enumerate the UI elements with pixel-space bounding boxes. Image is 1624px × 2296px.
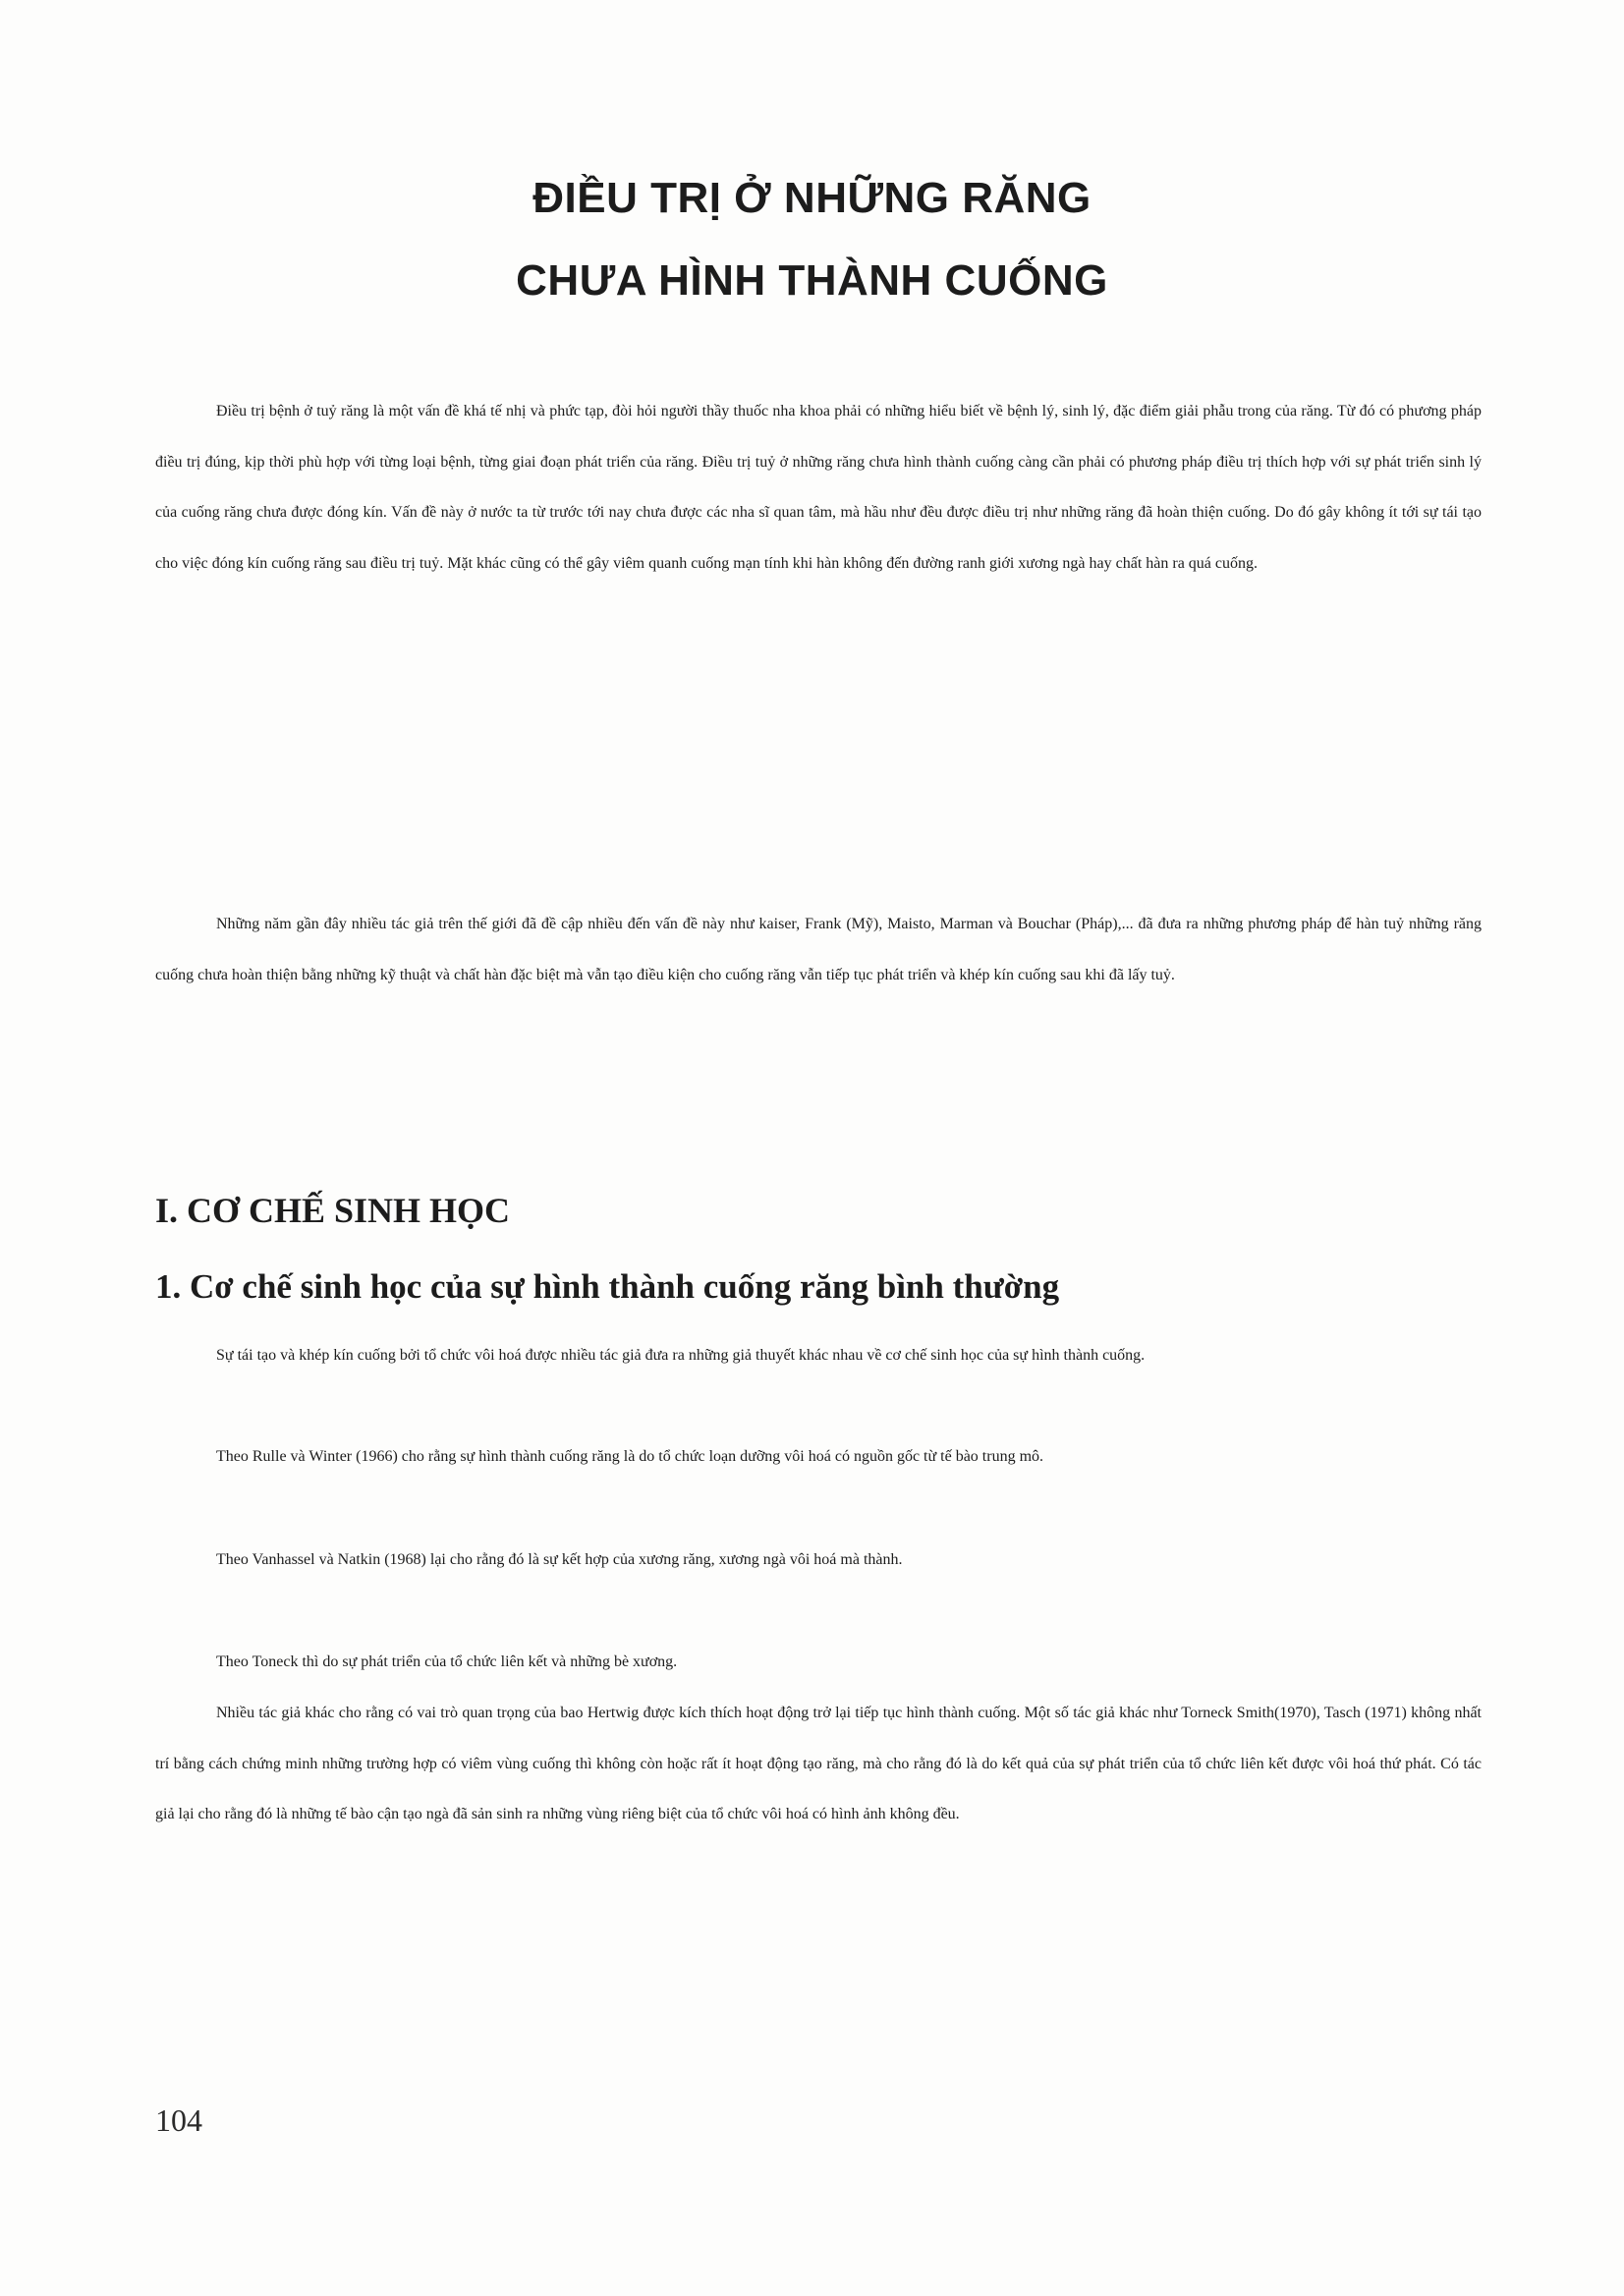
section-paragraph-2: Theo Rulle và Winter (1966) cho rằng sự hình thành cuống răng là do tổ chức loạn dưỡng vôi hoá có nguồn gốc từ tế bào trung mô. [216,1448,1044,1465]
section-heading: I. CƠ CHẾ SINH HỌC [155,1191,511,1230]
section-paragraph-1: Sự tái tạo và khép kín cuống bởi tổ chức vôi hoá được nhiều tác giả đưa ra những giả thuyết khác nhau về cơ chế sinh học của sự hình thành cuống. [216,1347,1146,1364]
section-paragraph-4: Theo Toneck thì do sự phát triển của tổ chức liên kết và những bè xương. [216,1653,678,1670]
chapter-title-line-2: CHƯA HÌNH THÀNH CUỐNG [516,256,1108,305]
intro-paragraph-1: Điều trị bệnh ở tuỷ răng là một vấn đề khá tế nhị và phức tạp, đòi hỏi người thầy thuốc nha khoa phải có những hiểu biết về bệnh lý, sinh lý, đặc điểm giải phẫu trong của răng. Từ đó có phương pháp điều trị đúng, kịp thời phù hợp với từng loại bệnh, từng giai đoạn phát triển của răng. Điều trị tuỷ ở những răng chưa hình thành cuống càng cần phải có phương pháp điều trị thích hợp với sự phát triển sinh lý của cuống răng chưa được đóng kín. Vấn đề này ở nước ta từ trước tới nay chưa được các nha sĩ quan tâm, mà hầu như đều được điều trị như những răng đã hoàn thiện cuống. Do đó gây không ít tới sự tái tạo cho việc đóng kín cuống răng sau điều trị tuỷ. Mặt khác cũng có thể gây viêm quanh cuống mạn tính khi hàn không đến đường ranh giới xương ngà hay chất hàn ra quá cuống. [155,403,1482,572]
chapter-title [0,157,1624,322]
chapter-title-line-1: ĐIỀU TRỊ Ở NHỮNG RĂNG [532,174,1092,222]
page-number: 104 [155,2102,202,2138]
intro-paragraph-2: Những năm gần đây nhiều tác giả trên thế giới đã đề cập nhiều đến vấn đề này như kaiser, Frank (Mỹ), Maisto, Marman và Bouchar (Pháp),... đã đưa ra những phương pháp để hàn tuỷ những răng cuống chưa hoàn thiện bằng những kỹ thuật và chất hàn đặc biệt mà vẫn tạo điều kiện cho cuống răng vẫn tiếp tục phát triển và khép kín cuống sau khi đã lấy tuỷ. [155,916,1482,983]
section-paragraph-3: Theo Vanhassel và Natkin (1968) lại cho rằng đó là sự kết hợp của xương răng, xương ngà vôi hoá mà thành. [216,1551,903,1568]
section-paragraph-5: Nhiều tác giả khác cho rằng có vai trò quan trọng của bao Hertwig được kích thích hoạt động trở lại tiếp tục hình thành cuống. Một số tác giả khác như Torneck Smith(1970), Tasch (1971) không nhất trí bằng cách chứng minh những trường hợp có viêm vùng cuống thì không còn hoặc rất ít hoạt động tạo răng, mà cho rằng đó là do kết quả của sự phát triển của tổ chức liên kết được vôi hoá thứ phát. Có tác giả lại cho rằng đó là những tế bào cận tạo ngà đã sản sinh ra những vùng riêng biệt của tổ chức vôi hoá có hình ảnh không đều. [155,1705,1482,1822]
subsection-heading: 1. Cơ chế sinh học của sự hình thành cuống răng bình thường [155,1267,1060,1306]
